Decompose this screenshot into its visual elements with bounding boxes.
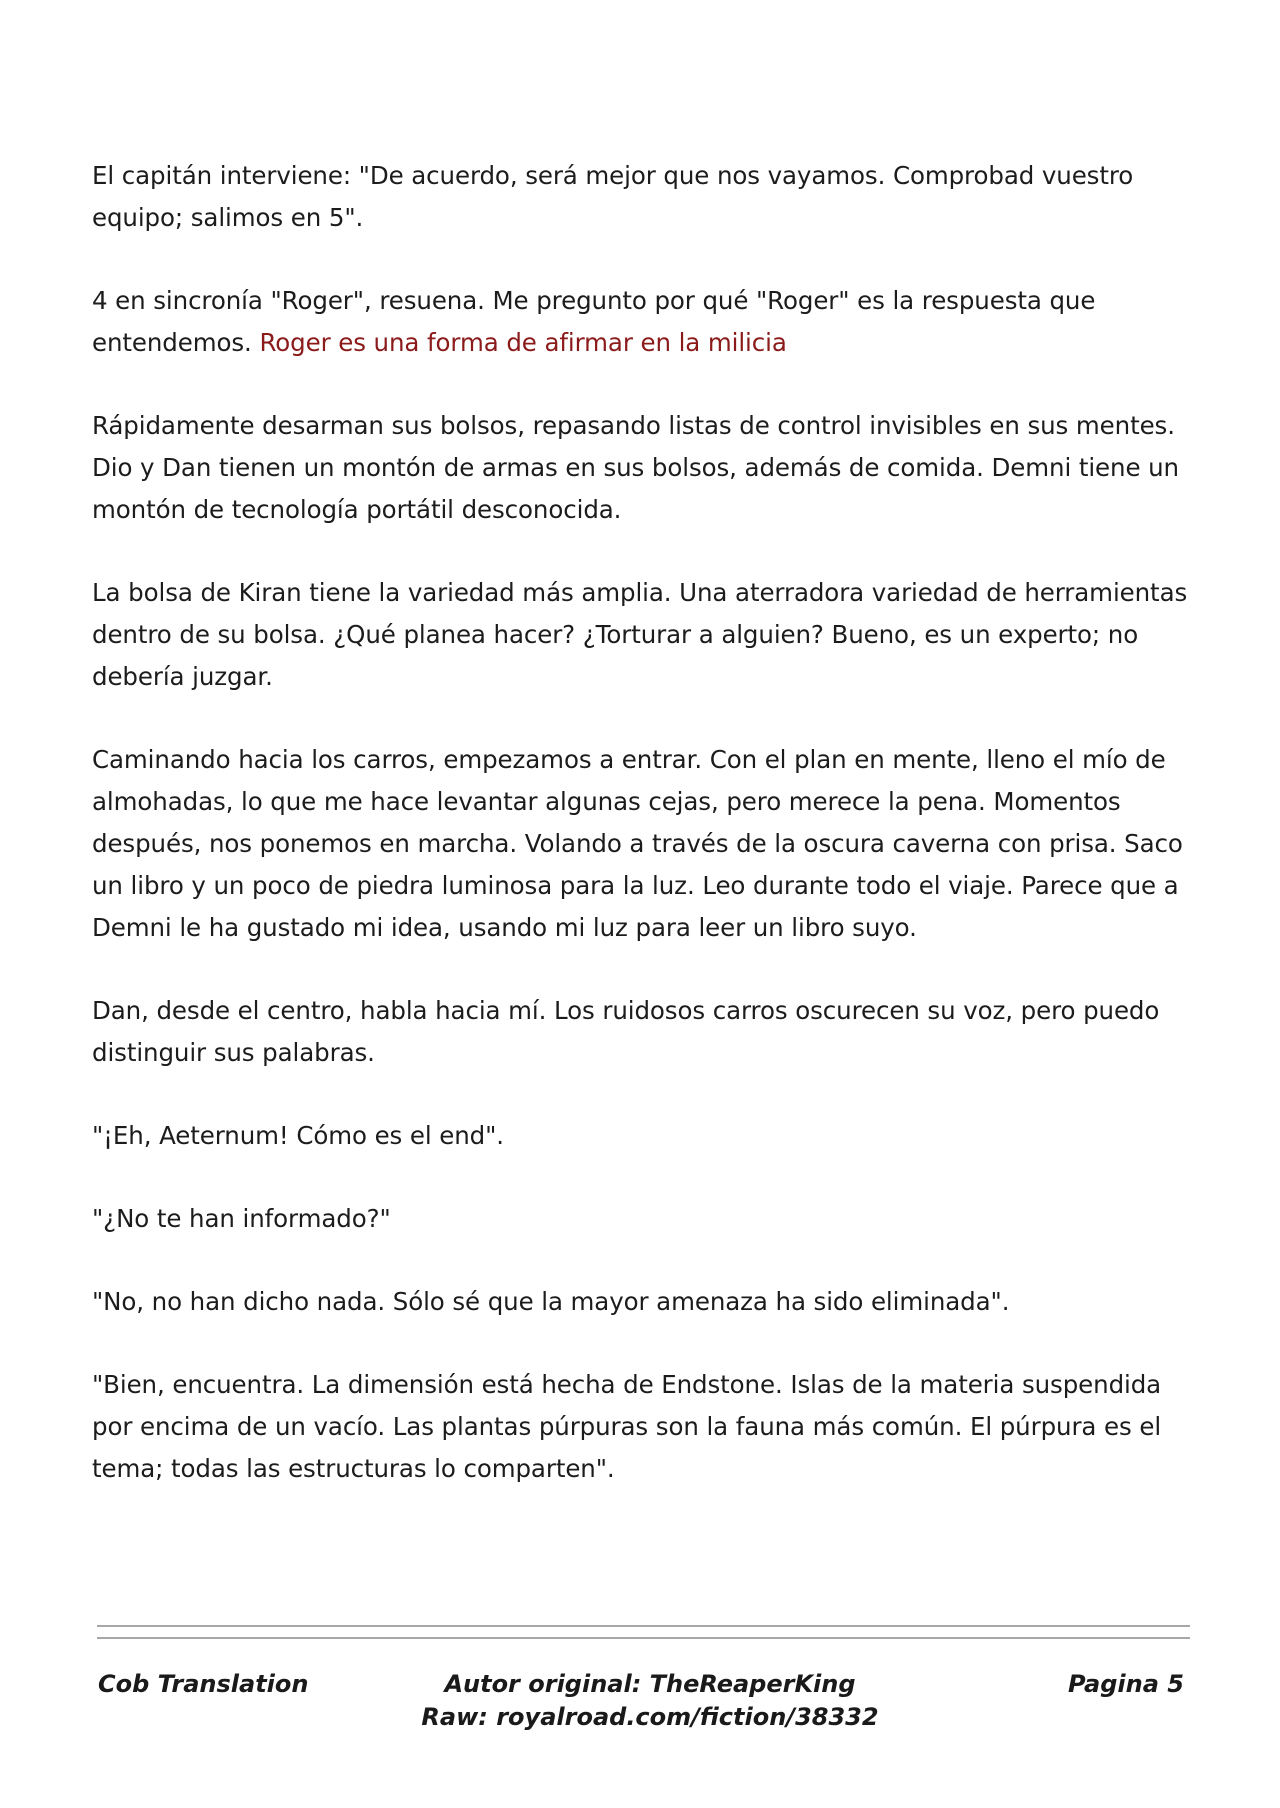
paragraph-10 — [92, 1364, 1192, 1490]
paragraph-text: Dan, desde el centro, habla hacia mí. Los ruidosos carros oscurecen su voz, pero puedo distinguir sus palabras. — [92, 996, 1160, 1067]
paragraph-text: "¡Eh, Aeternum! Cómo es el end". — [92, 1121, 504, 1150]
paragraph-5 — [92, 739, 1192, 949]
paragraph-4 — [92, 572, 1192, 698]
footer-raw-source: Raw: royalroad.com/fiction/38332 — [421, 1703, 879, 1731]
paragraph-1 — [92, 155, 1192, 239]
paragraph-text: Rápidamente desarman sus bolsos, repasando listas de control invisibles en sus mentes. Dio y Dan tienen un montón de armas en sus bolsos, además de comida. Demni tiene un montón de tecnología portátil desconocida. — [92, 411, 1179, 524]
paragraph-text: Caminando hacia los carros, empezamos a entrar. Con el plan en mente, lleno el mío de almohadas, lo que me hace levantar algunas cejas, pero merece la pena. Momentos después, nos ponemos en marcha. Volando a través de la oscura caverna con prisa. Saco un libro y un poco de piedra luminosa para la luz. Leo durante todo el viaje. Parece que a Demni le ha gustado mi idea, usando mi luz para leer un libro suyo. — [92, 745, 1183, 942]
paragraph-9 — [92, 1281, 1192, 1323]
paragraph-2 — [92, 280, 1192, 364]
footer-credits — [340, 1668, 960, 1734]
paragraph-text: La bolsa de Kiran tiene la variedad más amplia. Una aterradora variedad de herramientas dentro de su bolsa. ¿Qué planea hacer? ¿Torturar a alguien? Bueno, es un experto; no debería juzgar. — [92, 578, 1188, 691]
translator-note: Roger es una forma de afirmar en la milicia — [259, 328, 787, 357]
footer-divider-bottom — [97, 1637, 1190, 1639]
paragraph-text: "¿No te han informado?" — [92, 1204, 391, 1233]
paragraph-7 — [92, 1115, 1192, 1157]
paragraph-text: "No, no han dicho nada. Sólo sé que la mayor amenaza ha sido eliminada". — [92, 1287, 1010, 1316]
paragraph-text: "Bien, encuentra. La dimensión está hecha de Endstone. Islas de la materia suspendida por encima de un vacío. Las plantas púrpuras son la fauna más común. El púrpura es el tema; todas las estructuras lo comparten". — [92, 1370, 1162, 1483]
paragraph-8 — [92, 1198, 1192, 1240]
body-text — [92, 155, 1192, 1531]
paragraph-text: El capitán interviene: "De acuerdo, será mejor que nos vayamos. Comprobad vuestro equipo; salimos en 5". — [92, 161, 1134, 232]
paragraph-text: 4 en sincronía "Roger", resuena. Me pregunto por qué "Roger" es la respuesta que entendemos. — [92, 286, 1096, 357]
paragraph-6 — [92, 990, 1192, 1074]
footer-author: Autor original: TheReaperKing — [444, 1670, 856, 1698]
footer-page-number: Pagina 5 — [1068, 1670, 1184, 1698]
footer-divider-top — [97, 1625, 1190, 1627]
footer-translator: Cob Translation — [98, 1670, 309, 1698]
paragraph-3 — [92, 405, 1192, 531]
